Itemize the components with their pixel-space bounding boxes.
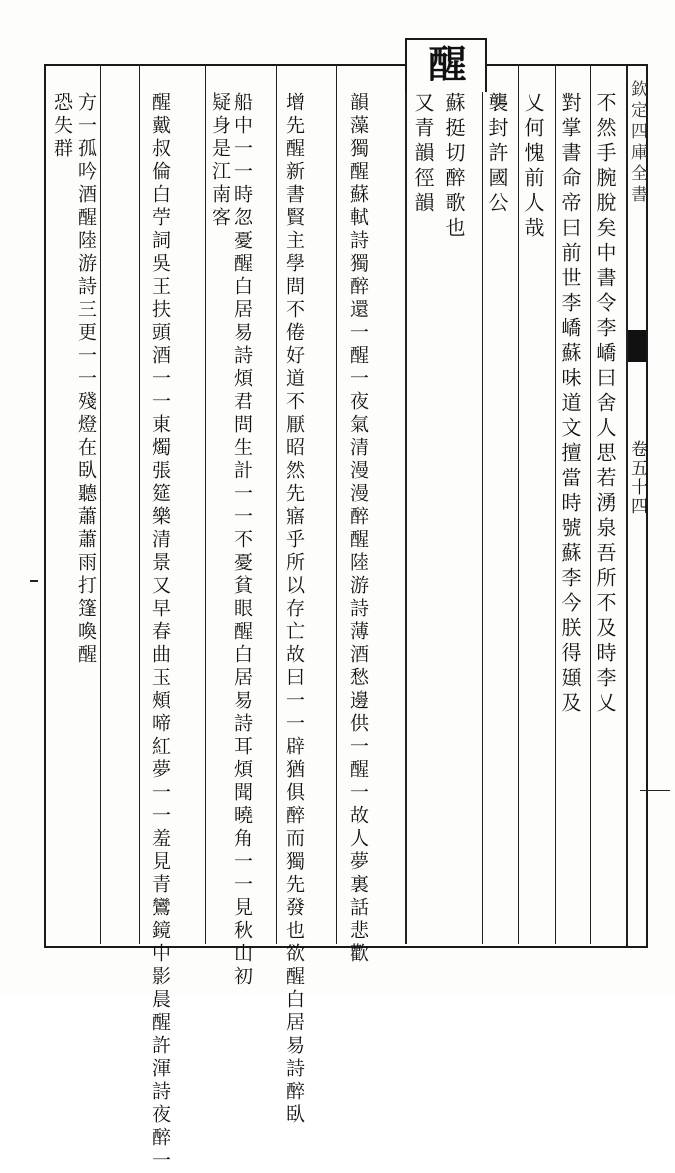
text-column-4: 襲封許國公: [485, 92, 509, 217]
margin-mark: [640, 790, 670, 791]
header-headword: 醒: [422, 44, 467, 82]
column-rule: [276, 64, 277, 944]
column-rule: [590, 64, 591, 944]
text-column-7: 韻藻獨醒蘇軾詩獨醉還一醒一夜氣清漫漫醉醒陸游詩薄酒愁邊供一醒一故人夢裏話悲歡: [347, 92, 369, 966]
column-rule: [139, 64, 140, 944]
text-column-2: 對掌書命帝曰前世李嶠蘇味道文擅當時號蘇李今朕得頲及: [558, 92, 582, 717]
fishtail-mark: [628, 330, 646, 362]
volume-number: 卷五十四: [627, 440, 647, 516]
text-column-5: 蘇挺切醉歌也: [442, 92, 466, 242]
column-rule: [518, 64, 519, 944]
margin-mark: [30, 580, 38, 582]
column-rule: [205, 64, 206, 944]
text-column-9: 船中一一時忽憂醒白居易詩煩君問生計一一不憂貧眼醒白居易詩耳煩聞曉角一一見秋山初: [231, 92, 253, 989]
column-rule: [482, 64, 483, 944]
text-column-1: 不然手腕脫矣中書令李嶠曰舍人思若湧泉吾所不及時李乂: [593, 92, 617, 717]
text-column-6: 又青韻徑韻: [411, 92, 435, 217]
text-column-12: 方一孤吟酒醒陸游詩三更一一殘燈在臥聽蕭蕭雨打篷喚醒: [75, 92, 97, 667]
text-column-3: 乂何愧前人哉: [521, 92, 545, 242]
text-column-13: 恐失群: [51, 92, 73, 161]
column-rule: [555, 64, 556, 944]
column-rule: [100, 64, 101, 944]
text-column-10: 疑身是江南客: [209, 92, 231, 230]
column-rule: [405, 38, 407, 944]
text-column-8: 增先醒新書賢主學問不倦好道不厭昭然先寤乎所以存亡故曰一一辟猶俱醉而獨先發也欲醒白居易詩醉臥: [283, 92, 305, 1127]
column-rule: [336, 64, 337, 944]
library-mark: 欽定四庫全書: [627, 80, 647, 206]
text-column-11: 醒戴叔倫白苧詞吳王扶頭酒一一東燭張筵樂清景又早春曲玉頰啼紅夢一一羞見青鸞鏡中影晨醒許渾詩夜醉一: [149, 92, 171, 1173]
